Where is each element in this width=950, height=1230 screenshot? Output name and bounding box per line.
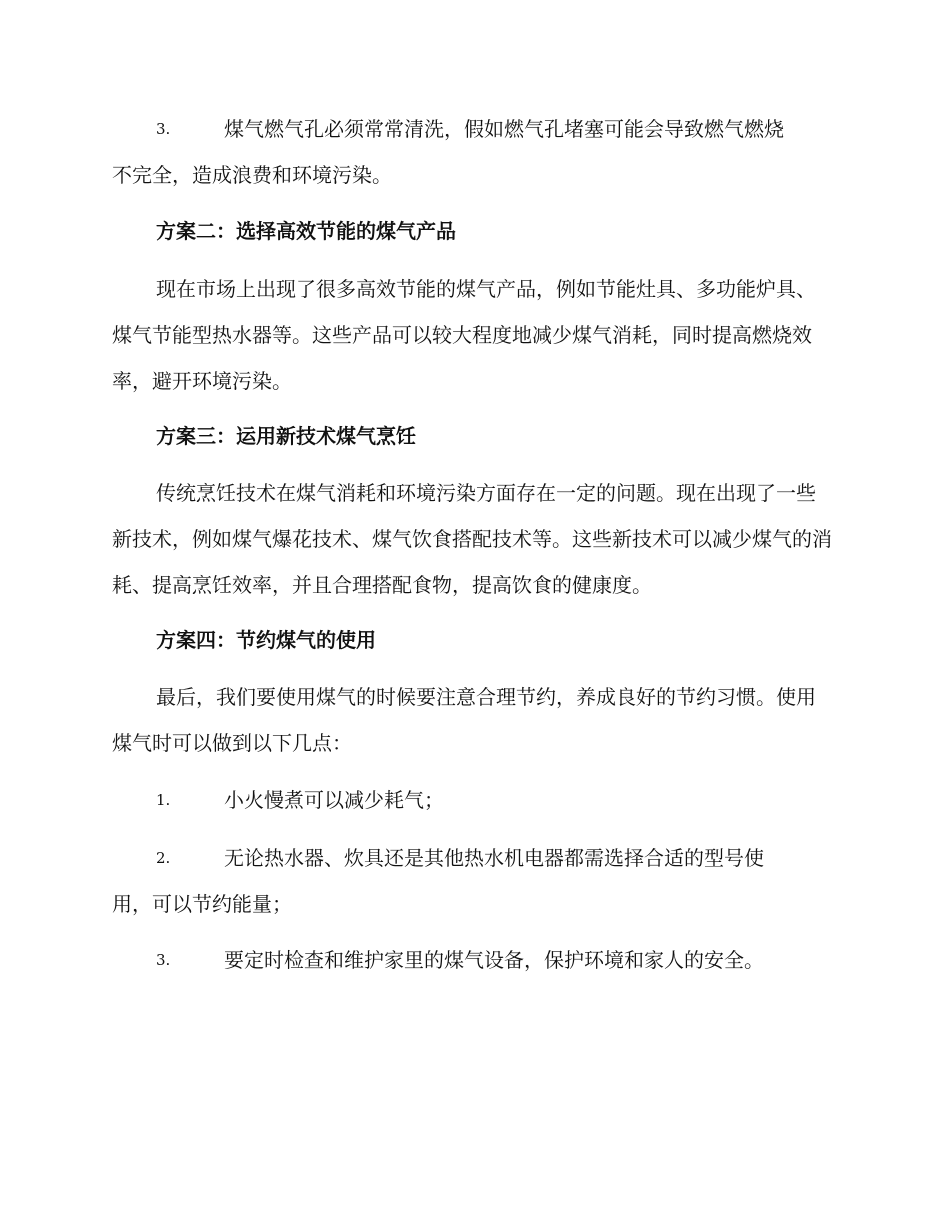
list-item-text: 要定时检查和维护家里的煤气设备，保护环境和家人的安全。 (224, 948, 764, 972)
list-item-continuation: 用，可以节约能量； (112, 892, 292, 916)
paragraph: 现在市场上出现了很多高效节能的煤气产品，例如节能灶具、多功能炉具、煤气节能型热水器等。这些产品可以较大程度地减少煤气消耗，同时提高燃烧效率，避开环境污染。 (112, 277, 816, 393)
list-item (112, 937, 832, 983)
list-item-text: 无论热水器、炊具还是其他热水机电器都需选择合适的型号使 (224, 846, 764, 870)
list-item-number: 3. (156, 951, 171, 969)
list-item (112, 106, 832, 198)
section-heading: 方案四：节约煤气的使用 (156, 628, 376, 652)
list-item-number: 1. (156, 791, 171, 809)
paragraph: 最后，我们要使用煤气的时候要注意合理节约，养成良好的节约习惯。使用煤气时可以做到以下几点： (112, 685, 816, 755)
section-heading: 方案二：选择高效节能的煤气产品 (156, 219, 456, 243)
list-item-first-line (112, 835, 832, 881)
list-item (112, 777, 832, 823)
list-item-text: 煤气燃气孔必须常常清洗，假如燃气孔堵塞可能会导致燃气燃烧 (224, 117, 784, 141)
list-item-number: 3. (156, 120, 171, 138)
section-heading: 方案三：运用新技术煤气烹饪 (156, 424, 416, 448)
list-item-text: 小火慢煮可以减少耗气； (224, 788, 444, 812)
list-item-number: 2. (156, 849, 171, 867)
list-item-first-line (112, 106, 832, 152)
list-item (112, 835, 832, 927)
list-item-first-line (112, 777, 832, 823)
list-item-first-line (112, 937, 832, 983)
paragraph: 传统烹饪技术在煤气消耗和环境污染方面存在一定的问题。现在出现了一些新技术，例如煤气爆花技术、煤气饮食搭配技术等。这些新技术可以减少煤气的消耗、提高烹饪效率，并且合理搭配食物，提高饮食的健康度。 (112, 481, 832, 597)
list-item-continuation: 不完全，造成浪费和环境污染。 (112, 163, 392, 187)
